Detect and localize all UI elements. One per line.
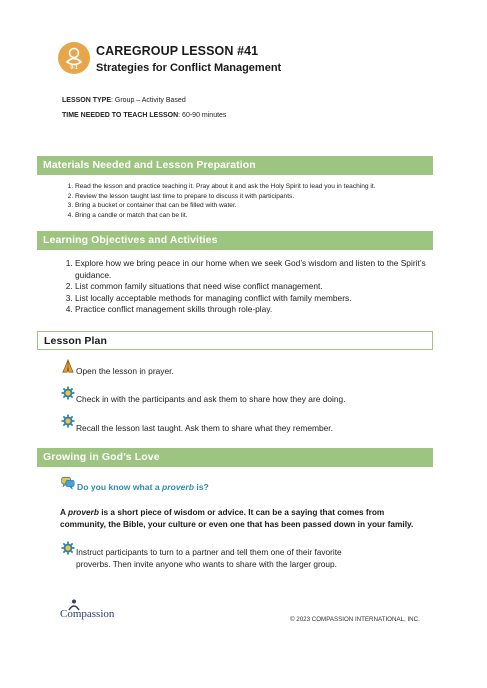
speech-bubbles-icon: [61, 476, 75, 490]
question-em: proverb: [162, 482, 194, 492]
lesson-step: [61, 359, 75, 378]
lesson-step-text: Recall the lesson last taught. Ask them to share what they remember.: [76, 423, 333, 433]
list-item: 3. Bring a bucket or container that can be filled with water.: [75, 201, 445, 211]
question-post: is?: [194, 482, 209, 492]
lesson-title: CAREGROUP LESSON #41: [96, 44, 259, 58]
lesson-step-text: Check in with the participants and ask them to share how they are doing.: [76, 394, 346, 404]
objectives-heading: Learning Objectives and Activities: [43, 234, 218, 246]
lesson-step: [61, 386, 75, 405]
definition-post: is a short piece of wisdom or advice. It can be a saying that comes from community, the Bible, your culture or even one that has been passed down in your family.: [60, 507, 414, 529]
growing-heading: Growing in God’s Love: [43, 451, 160, 463]
definition-pre: A: [60, 507, 68, 517]
definition-em: proverb: [68, 507, 99, 517]
question-pre: Do you know what a: [77, 482, 162, 492]
list-item: 1. Explore how we bring peace in our home when we seek God’s wisdom and listen to the Spirit’s guidance.: [75, 258, 445, 281]
instruction-line: proverbs. Then invite anyone who wants to share with the larger group.: [76, 559, 337, 569]
lesson-type-line: [62, 97, 186, 104]
compassion-logo: Compassion: [60, 608, 115, 620]
list-item: 1. Read the lesson and practice teaching it. Pray about it and ask the Holy Spirit to lead you in teaching it.: [75, 182, 445, 192]
lesson-type-value: : Group – Activity Based: [111, 97, 186, 104]
lesson-step: [61, 414, 75, 433]
lesson-plan-heading: Lesson Plan: [44, 335, 107, 347]
praying-hands-icon: [61, 359, 75, 373]
time-needed-line: [62, 112, 226, 119]
list-item: 4. Practice conflict management skills through role-play.: [75, 304, 445, 316]
materials-heading: Materials Needed and Lesson Preparation: [43, 159, 256, 171]
list-item: 3. List locally acceptable methods for managing conflict with family members.: [75, 293, 445, 305]
lesson-subtitle: Strategies for Conflict Management: [96, 62, 282, 74]
materials-section-header: [37, 156, 433, 175]
lesson-logo: [58, 42, 90, 74]
discussion-question: [61, 476, 75, 495]
lesson-step-text: Open the lesson in prayer.: [76, 366, 174, 376]
lesson-type-label: LESSON TYPE: [62, 97, 112, 104]
time-needed-value: : 60-90 minutes: [178, 112, 227, 119]
instruction-line: Instruct participants to turn to a partner and tell them one of their favorite: [76, 547, 342, 557]
list-item: 2. List common family situations that need wise conflict management.: [75, 281, 445, 293]
logo-age-label: 0-1: [70, 65, 78, 71]
list-item: 4. Bring a candle or match that can be lit.: [75, 211, 445, 221]
time-needed-label: TIME NEEDED TO TEACH LESSON: [62, 112, 179, 119]
objectives-list: [58, 258, 445, 316]
gear-icon: [61, 386, 75, 400]
lesson-plan-section-header: [37, 331, 433, 350]
proverb-question: [77, 482, 209, 492]
materials-list: [58, 182, 445, 220]
copyright-notice: © 2023 COMPASSION INTERNATIONAL, INC.: [290, 616, 420, 623]
proverb-definition: [60, 506, 432, 530]
objectives-section-header: [37, 231, 433, 250]
list-item: 2. Review the lesson taught last time to prepare to discuss it with participants.: [75, 192, 445, 202]
growing-section-header: [37, 448, 433, 467]
instruction-text: [62, 546, 432, 570]
gear-icon: [61, 414, 75, 428]
